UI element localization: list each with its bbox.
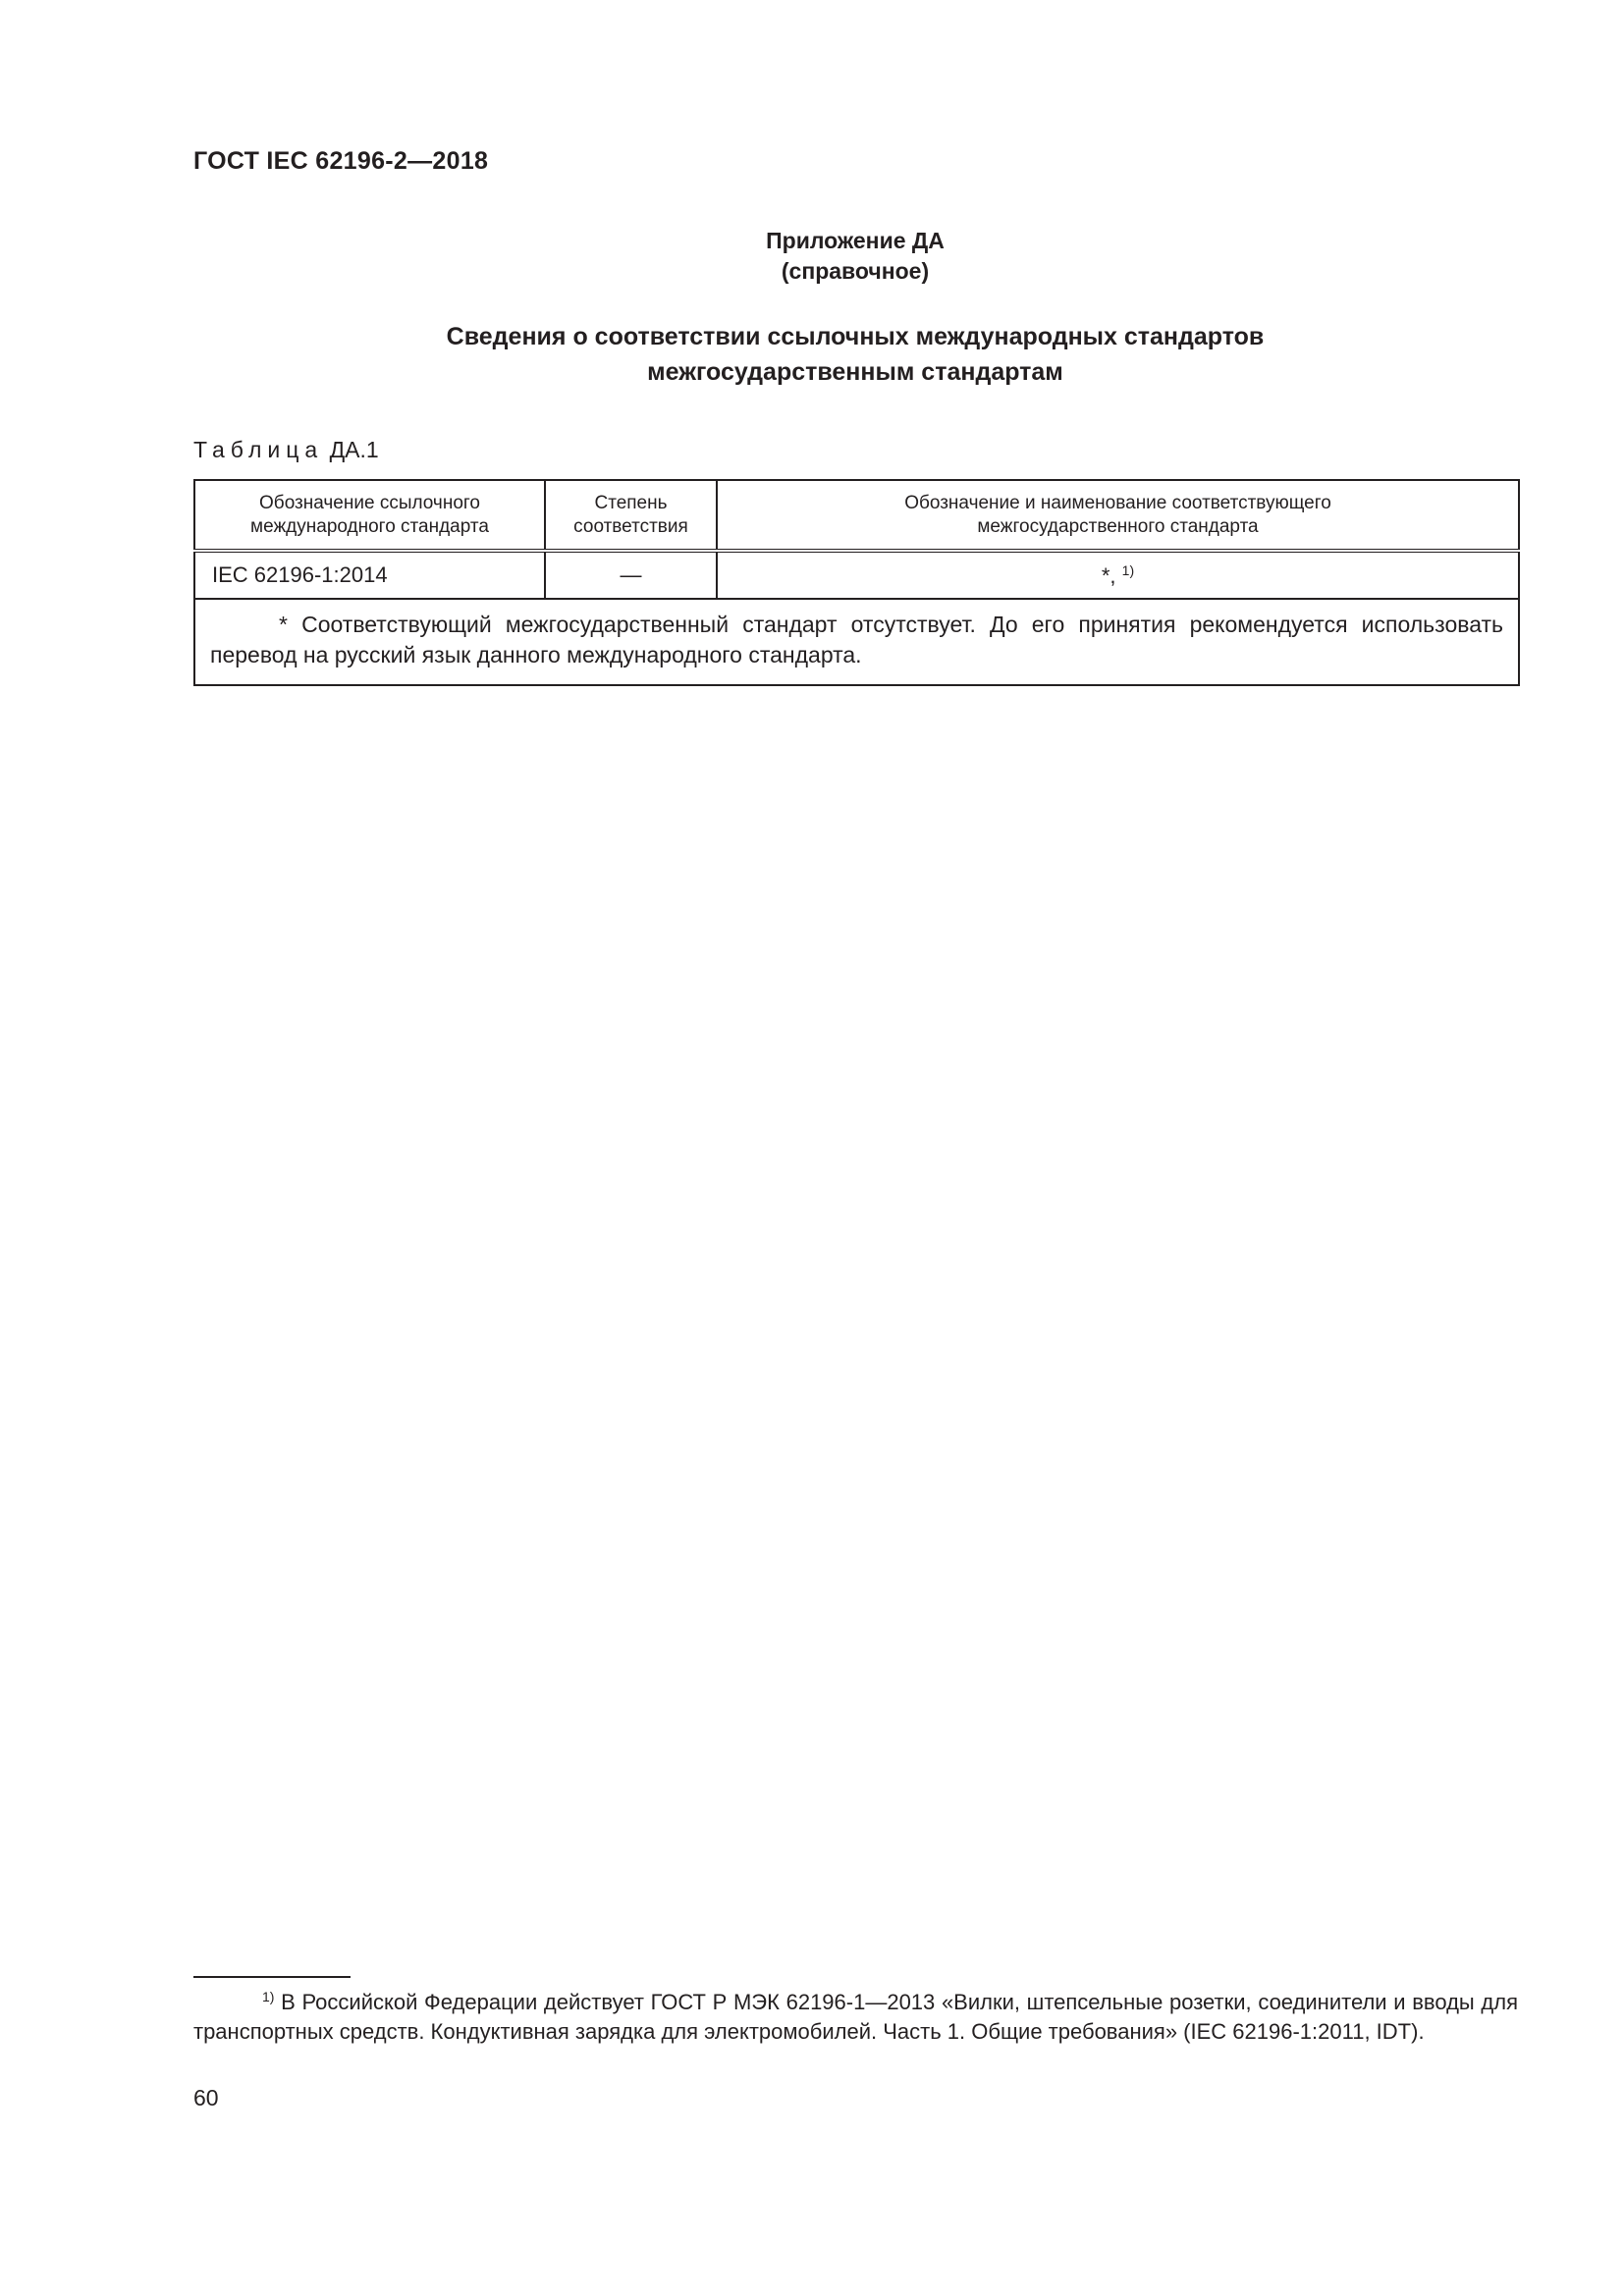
table-row [194,551,1519,599]
header-interstate-standard [717,480,1519,551]
table-caption [193,437,379,463]
header-ref-standard [194,480,545,551]
header-interstate-line2: межгосударственного стандарта [977,515,1259,537]
footnote-text: В Российской Федерации действует ГОСТ Р МЭК 62196-1—2013 «Вилки, штепсельные розетки, соединители и вводы для транспортных средств. Кондуктивная зарядка для электромобилей. Часть 1. Общие требования» (IEC 62196-1:2011, IDT). [193,1990,1518,2044]
header-degree-line2: соответствия [573,515,688,537]
table-header-row [194,480,1519,551]
cell-ref-standard: IEC 62196-1:2014 [194,551,545,599]
section-heading [193,319,1517,390]
reference-standards-table [193,479,1520,686]
table-caption-word: Таблица [193,437,324,462]
table-note-text: * Соответствующий межгосударственный стандарт отсутствует. До его принятия рекомендуется использовать перевод на русский язык данного международного стандарта. [210,612,1503,667]
cell-interstate-standard [717,551,1519,599]
footnote [193,1982,1518,2047]
header-degree-line1: Степень [594,492,668,513]
table-caption-number: ДА.1 [329,437,379,462]
annex-title: Приложение ДА [766,228,945,253]
footnote-mark: 1) [1121,561,1135,578]
section-title-line1: Сведения о соответствии ссылочных международных стандартов [446,323,1265,350]
cell-interstate-value: *, [1101,562,1116,588]
footnote-separator [193,1976,351,1978]
table-note [194,599,1519,685]
header-degree [545,480,717,551]
header-interstate-line1: Обозначение и наименование соответствующего [904,492,1331,513]
footnote-number: 1) [262,1989,275,2004]
header-ref-standard-line2: международного стандарта [250,515,489,537]
cell-degree: — [545,551,717,599]
annex-heading [193,226,1517,287]
page-number: 60 [193,2085,219,2110]
section-title-line2: межгосударственным стандартам [647,358,1063,386]
annex-subtitle: (справочное) [781,258,930,284]
table-note-row [194,599,1519,685]
document-code: ГОСТ IEC 62196-2—2018 [193,147,489,175]
header-ref-standard-line1: Обозначение ссылочного [259,492,480,513]
